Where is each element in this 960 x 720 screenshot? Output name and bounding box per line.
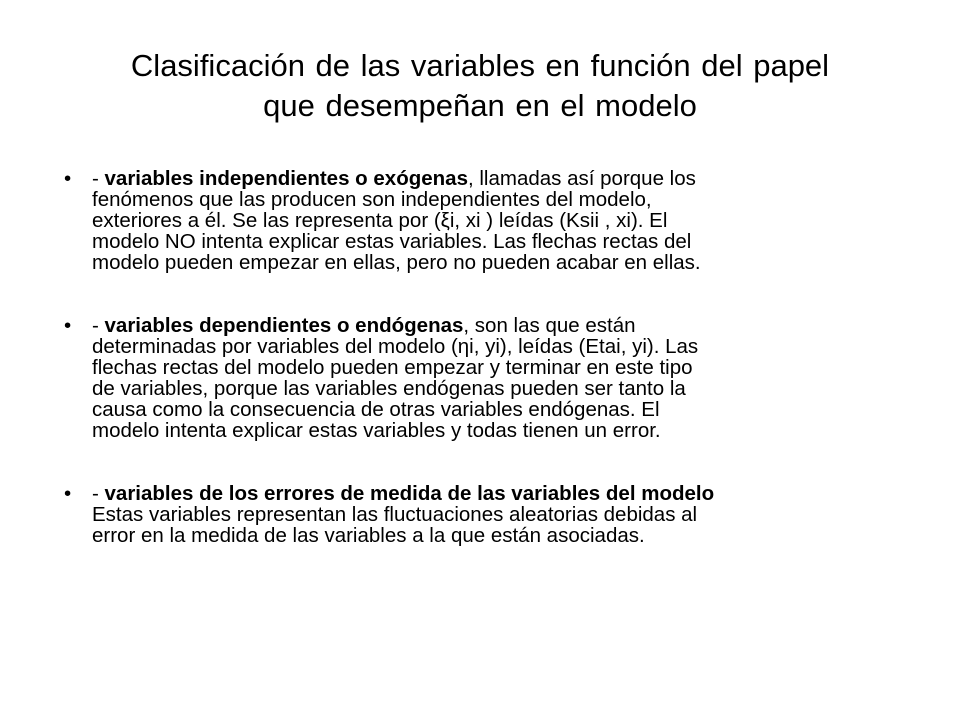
bullet-text: , llamadas así porque los [467,167,696,190]
bullet-error-variables [64,483,924,546]
bullet-line: de variables, porque las variables endógenas pueden ser tanto la [92,377,686,400]
slide-title [40,46,920,126]
bullet-term: variables de los errores de medida de las variables del modelo [104,482,715,505]
bullet-prefix: - [92,482,105,505]
bullet-list [64,168,924,546]
bullet-line: determinadas por variables del modelo (ηi, yi), leídas (Etai, yi). Las [92,335,699,358]
bullet-line [92,483,924,504]
bullet-icon: • [64,167,72,190]
bullet-term: variables independientes o exógenas [104,167,468,190]
bullet-line: error en la medida de las variables a la que están asociadas. [92,524,645,547]
slide-title-line-1: Clasificación de las variables en función del papel [130,48,830,83]
bullet-line [92,315,924,336]
bullet-line: causa como la consecuencia de otras variables endógenas. El [92,398,660,421]
bullet-text: , son las que están [463,314,636,337]
bullet-prefix: - [92,167,105,190]
slide-title-line-2: que desempeñan en el modelo [263,88,697,123]
bullet-line: modelo NO intenta explicar estas variables. Las flechas rectas del [92,230,692,253]
bullet-line: fenómenos que las producen son independientes del modelo, [92,188,652,211]
bullet-line: flechas rectas del modelo pueden empezar y terminar en este tipo [92,356,693,379]
bullet-line: Estas variables representan las fluctuaciones aleatorias debidas al [92,503,698,526]
bullet-prefix: - [92,314,105,337]
bullet-term: variables dependientes o endógenas [104,314,464,337]
bullet-line [92,168,924,189]
bullet-dependent-variables [64,315,924,441]
bullet-line: modelo pueden empezar en ellas, pero no pueden acabar en ellas. [92,251,701,274]
bullet-independent-variables [64,168,924,273]
bullet-icon: • [64,482,72,505]
bullet-line: modelo intenta explicar estas variables y todas tienen un error. [92,419,661,442]
bullet-icon: • [64,314,72,337]
bullet-line: exteriores a él. Se las representa por (ξi, xi ) leídas (Ksii , xi). El [92,209,668,232]
